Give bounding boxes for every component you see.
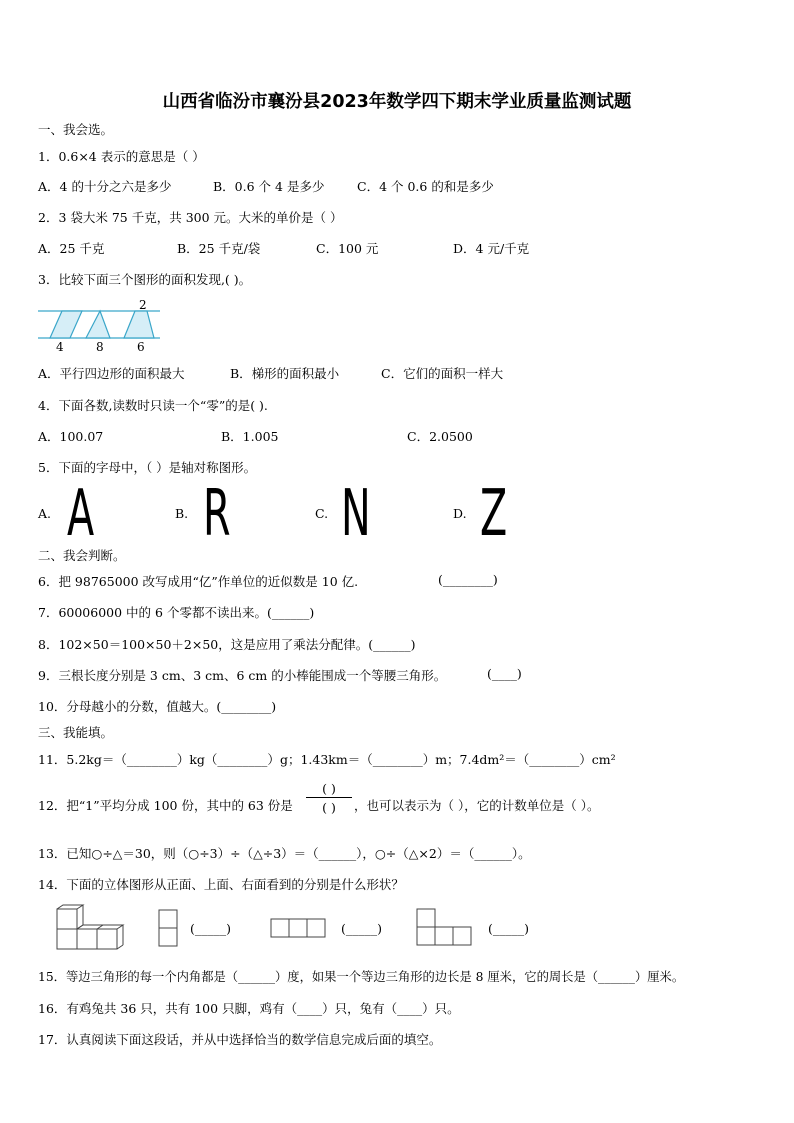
- q1-option-c: C．4 个 0.6 的和是多少: [357, 179, 494, 194]
- question-9: 9．三根长度分别是 3 cm、3 cm、6 cm 的小棒能围成一个等腰三角形。: [38, 668, 447, 683]
- q3-option-a: A．平行四边形的面积最大: [38, 366, 185, 381]
- q3-option-b: B．梯形的面积最小: [230, 366, 340, 381]
- q5-letter-n: N: [341, 477, 371, 551]
- q5-letter-a: A: [67, 477, 95, 551]
- q4-option-c: C．2.0500: [407, 429, 473, 444]
- question-12-suffix: ，也可以表示为（ ），它的计数单位是（ ）。: [354, 798, 600, 813]
- q2-option-b: B．25 千克/袋: [177, 241, 261, 256]
- q5-option-a-label: A.: [38, 506, 52, 521]
- q3-label-3: 6: [137, 340, 145, 354]
- q4-option-a: A．100.07: [38, 429, 104, 444]
- section-heading-1: 一、我会选。: [38, 122, 114, 137]
- q3-label-2: 8: [96, 340, 104, 354]
- q2-option-d: D．4 元/千克: [453, 241, 530, 256]
- q14-blank-2[interactable]: (_____): [341, 921, 383, 936]
- page-title: 山西省临汾市襄汾县2023年数学四下期末学业质量监测试题: [162, 92, 632, 112]
- q12-fraction-denominator[interactable]: ( ): [306, 797, 352, 815]
- triangle-shape: [86, 311, 110, 338]
- q5-letter-r: R: [203, 477, 231, 551]
- question-13: 13．已知○÷△＝30，则（○÷3）÷（△÷3）＝（______），○÷（△×2）＝（______）。: [38, 846, 531, 861]
- q14-top-view-figure: [270, 918, 330, 940]
- q5-letter-z: Z: [480, 477, 508, 551]
- question-14: 14．下面的立体图形从正面、上面、右面看到的分别是什么形状？: [38, 877, 404, 892]
- question-11: 11．5.2kg＝（________）kg（________）g；1.43km＝（________）m；7.4dm²＝（________）cm²: [38, 752, 616, 767]
- q3-option-c: C．它们的面积一样大: [381, 366, 504, 381]
- q14-blank-3[interactable]: (_____): [488, 921, 530, 936]
- q4-option-b: B．1.005: [221, 429, 279, 444]
- q6-answer-blank[interactable]: (________): [438, 572, 498, 587]
- q12-fraction: [306, 780, 352, 815]
- q14-front-view-figure: [157, 908, 179, 948]
- parallelogram-shape: [50, 311, 82, 338]
- question-3: 3．比较下面三个图形的面积发现,( )。: [38, 272, 252, 287]
- q5-option-b-label: B.: [175, 506, 189, 521]
- question-7: 7．60006000 中的 6 个零都不读出来。(______): [38, 605, 315, 620]
- section-heading-2: 二、我会判断。: [38, 548, 126, 563]
- q9-answer-blank[interactable]: (____): [487, 666, 522, 681]
- question-10: 10．分母越小的分数，值越大。(________): [38, 699, 277, 714]
- q1-option-a: A．4 的十分之六是多少: [38, 179, 172, 194]
- question-8: 8．102×50＝100×50＋2×50，这是应用了乘法分配律。(______): [38, 637, 416, 652]
- q12-fraction-numerator[interactable]: ( ): [322, 781, 336, 796]
- q14-3d-figure: [55, 905, 125, 951]
- trapezoid-shape: [124, 311, 154, 338]
- q3-label-top: 2: [139, 298, 147, 312]
- question-16: 16．有鸡兔共 36 只，共有 100 只脚，鸡有（____）只，兔有（____）只。: [38, 1001, 460, 1016]
- q5-option-d-label: D.: [453, 506, 467, 521]
- question-2: 2．3 袋大米 75 千克，共 300 元。大米的单价是（ ）: [38, 210, 343, 225]
- question-5: 5．下面的字母中，（ ）是轴对称图形。: [38, 460, 257, 475]
- question-1: 1．0.6×4 表示的意思是（ ）: [38, 149, 205, 164]
- question-12-prefix: 12．把“1”平均分成 100 份，其中的 63 份是: [38, 798, 293, 813]
- section-heading-3: 三、我能填。: [38, 725, 114, 740]
- q14-right-view-figure: [416, 908, 476, 948]
- q5-option-c-label: C.: [315, 506, 329, 521]
- q3-label-1: 4: [56, 340, 64, 354]
- q14-blank-1[interactable]: (_____): [190, 921, 232, 936]
- q2-option-c: C．100 元: [316, 241, 379, 256]
- question-17: 17．认真阅读下面这段话，并从中选择恰当的数学信息完成后面的填空。: [38, 1032, 442, 1047]
- question-6: 6．把 98765000 改写成用“亿”作单位的近似数是 10 亿.: [38, 574, 359, 589]
- q2-option-a: A．25 千克: [38, 241, 105, 256]
- question-15: 15．等边三角形的每一个内角都是（______）度，如果一个等边三角形的边长是 8 厘米，它的周长是（______）厘米。: [38, 970, 685, 984]
- q1-option-b: B．0.6 个 4 是多少: [213, 179, 325, 194]
- question-4: 4．下面各数,读数时只读一个“零”的是( ).: [38, 398, 268, 413]
